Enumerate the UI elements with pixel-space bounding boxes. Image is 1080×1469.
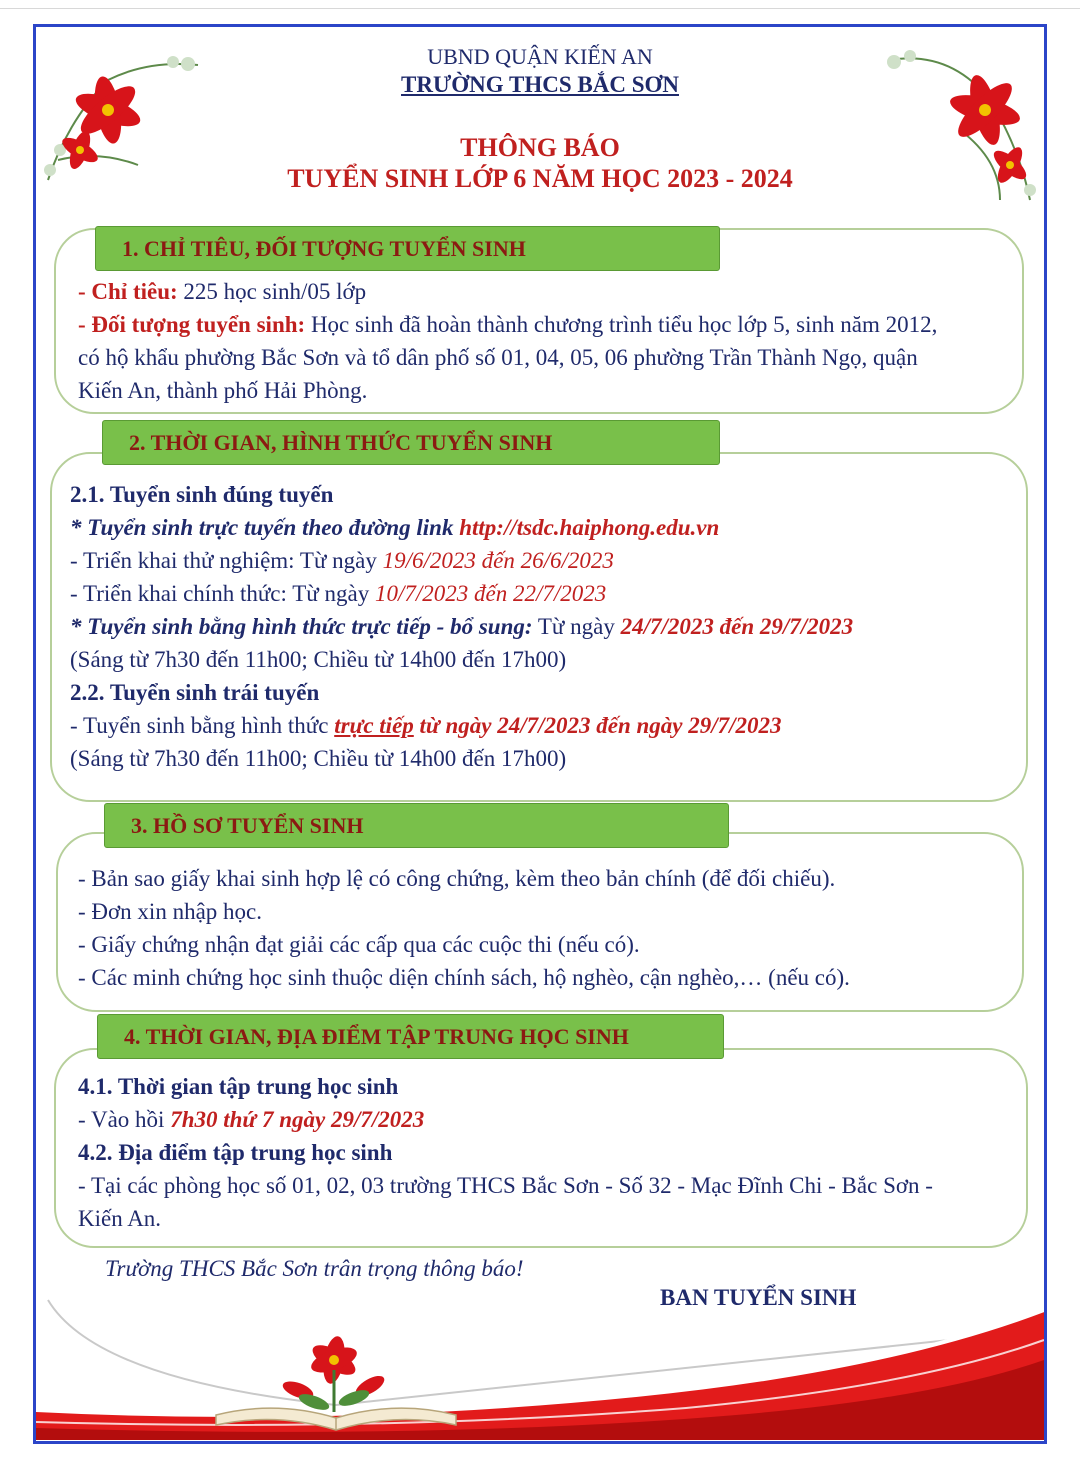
assembly-place-line-1: - Tại các phòng học số 01, 02, 03 trường THCS Bắc Sơn - Số 32 - Mạc Đĩnh Chi - Bắc Sơn - [78, 1173, 933, 1198]
quota-line [78, 275, 366, 308]
official-line [70, 577, 606, 610]
online-link[interactable]: http://tsdc.haiphong.edu.vn [459, 515, 720, 540]
target-text-1: Học sinh đã hoàn thành chương trình tiểu học lớp 5, sinh năm 2012, [305, 312, 938, 337]
sub-heading-4-1: 4.1. Thời gian tập trung học sinh [78, 1074, 399, 1099]
document-item-3: - Giấy chứng nhận đạt giải các cấp qua các cuộc thi (nếu có). [78, 932, 640, 957]
quota-value: 225 học sinh/05 lớp [177, 279, 367, 304]
target-line-2: có hộ khẩu phường Bắc Sơn và tổ dân phố số 01, 04, 05, 06 phường Trần Thành Ngọ, quận [78, 345, 918, 370]
online-label: * Tuyển sinh trực tuyến theo đường link [70, 515, 460, 540]
trial-label: - Triển khai thử nghiệm: Từ ngày [70, 548, 383, 573]
section3-heading: 3. HỒ SƠ TUYỂN SINH [104, 803, 729, 848]
document-item-4: - Các minh chứng học sinh thuộc diện chính sách, hộ nghèo, cận nghèo,… (nếu có). [78, 965, 850, 990]
document-item-2: - Đơn xin nhập học. [78, 899, 262, 924]
section2-heading: 2. THỜI GIAN, HÌNH THỨC TUYỂN SINH [102, 420, 720, 465]
offline-label: - Tuyển sinh bằng hình thức [70, 713, 335, 738]
online-line [70, 511, 719, 544]
direct-line [70, 610, 853, 643]
assembly-place-line-2: Kiến An. [78, 1206, 162, 1231]
quota-label: - Chỉ tiêu: [78, 279, 178, 304]
assembly-time-label: - Vào hồi [78, 1107, 171, 1132]
section4-heading: 4. THỜI GIAN, ĐỊA ĐIỂM TẬP TRUNG HỌC SINH [97, 1014, 724, 1059]
signature-board: BAN TUYỂN SINH [660, 1285, 857, 1310]
target-line-1 [78, 308, 937, 341]
sub-heading-2-2: 2.2. Tuyển sinh trái tuyến [70, 680, 320, 705]
admission-title: TUYỂN SINH LỚP 6 NĂM HỌC 2023 - 2024 [287, 164, 793, 193]
closing-remark: Trường THCS Bắc Sơn trân trọng thông báo! [105, 1256, 524, 1281]
document-item-1: - Bản sao giấy khai sinh hợp lệ có công chứng, kèm theo bản chính (để đối chiếu). [78, 866, 836, 891]
target-label: - Đối tượng tuyển sinh: [78, 312, 306, 337]
bottom-banner-decoration [36, 1290, 1044, 1442]
direct-dates: 24/7/2023 đến 29/7/2023 [620, 614, 854, 639]
target-line-3: Kiến An, thành phố Hải Phòng. [78, 378, 368, 403]
notice-title: THÔNG BÁO [460, 133, 620, 162]
direct-from: Từ ngày [532, 614, 621, 639]
section1-heading: 1. CHỈ TIÊU, ĐỐI TƯỢNG TUYỂN SINH [95, 226, 720, 271]
hours-line-1: (Sáng từ 7h30 đến 11h00; Chiều từ 14h00 đến 17h00) [70, 647, 567, 672]
hours-line-2: (Sáng từ 7h30 đến 11h00; Chiều từ 14h00 đến 17h00) [70, 746, 567, 771]
official-dates: 10/7/2023 đến 22/7/2023 [374, 581, 607, 606]
offline-dates: từ ngày 24/7/2023 đến ngày 29/7/2023 [413, 713, 782, 738]
sub-heading-4-2: 4.2. Địa điểm tập trung học sinh [78, 1140, 393, 1165]
top-edge-line [0, 8, 1080, 9]
trial-dates: 19/6/2023 đến 26/6/2023 [382, 548, 614, 573]
assembly-time-line [78, 1103, 424, 1136]
sub-heading-2-1: 2.1. Tuyển sinh đúng tuyến [70, 482, 334, 507]
official-label: - Triển khai chính thức: Từ ngày [70, 581, 375, 606]
offline-line [70, 709, 782, 742]
offline-mode: trực tiếp [334, 713, 414, 738]
direct-label: * Tuyển sinh bằng hình thức trực tiếp - bổ sung: [70, 614, 533, 639]
assembly-time-value: 7h30 thứ 7 ngày 29/7/2023 [170, 1107, 425, 1132]
trial-line [70, 544, 614, 577]
header-org: UBND QUẬN KIẾN AN [427, 44, 653, 69]
header-school-text: TRƯỜNG THCS BẮC SƠN [401, 72, 679, 97]
header-school [0, 72, 1080, 98]
